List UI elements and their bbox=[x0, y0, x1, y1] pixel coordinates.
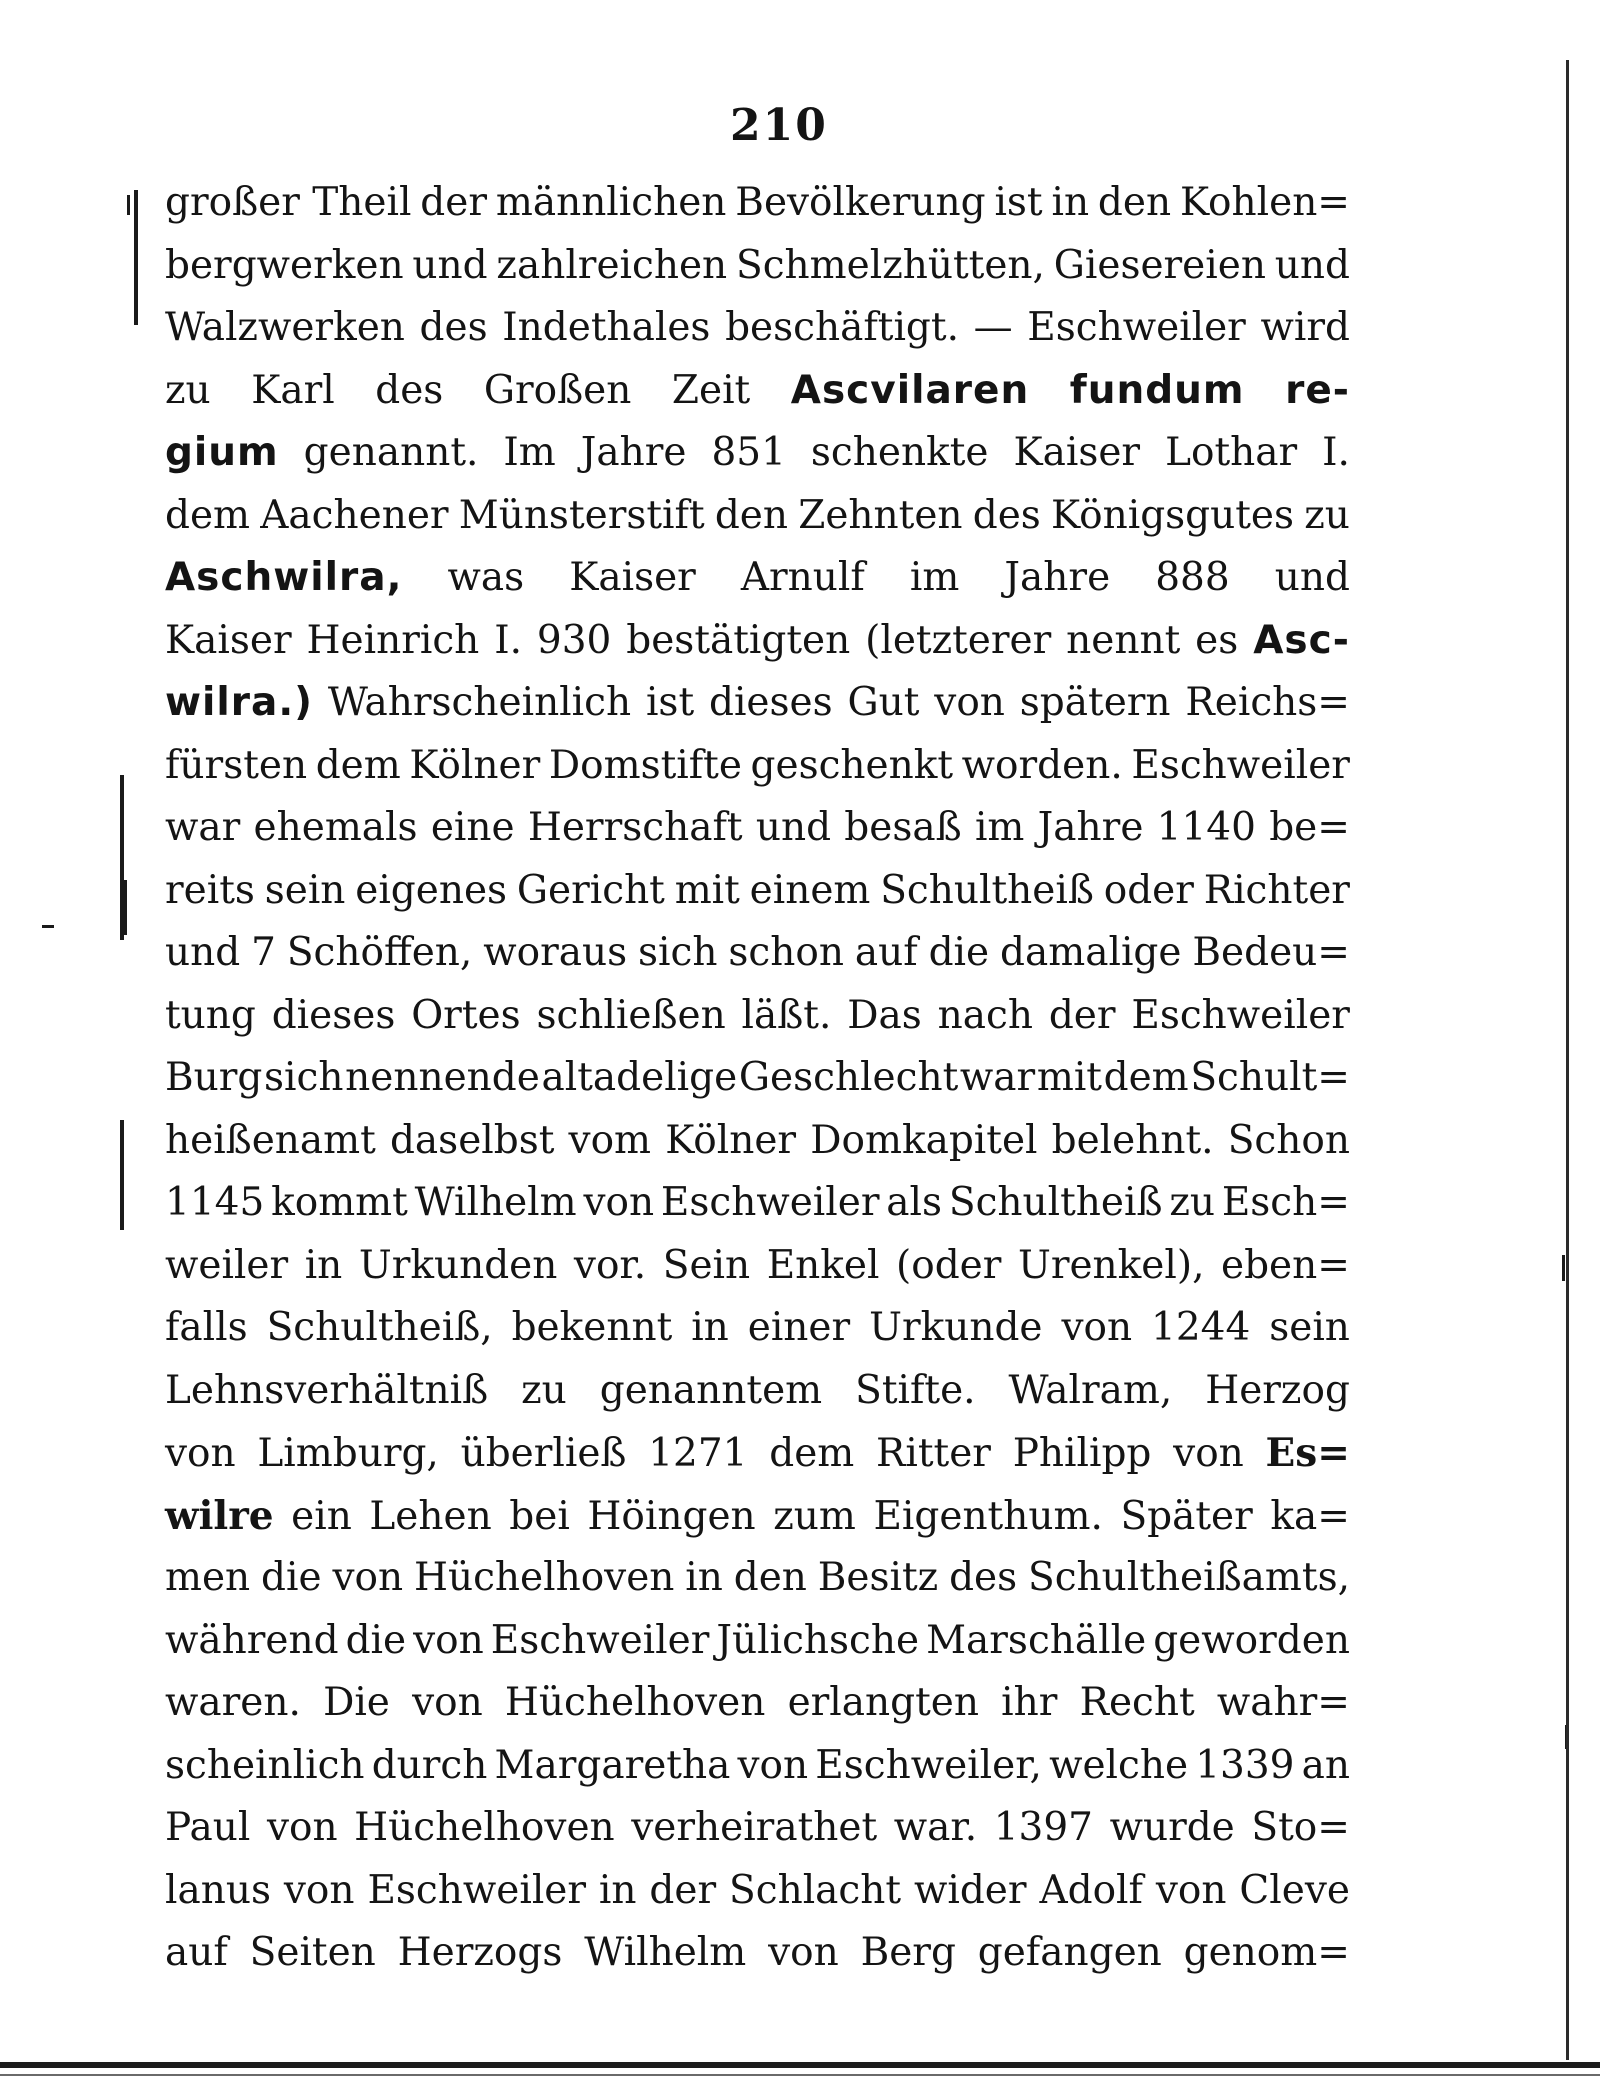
word: Hüchelhoven bbox=[354, 1805, 615, 1850]
text-line bbox=[165, 1493, 1350, 1556]
word: oder bbox=[1103, 867, 1194, 913]
word: die bbox=[261, 1555, 322, 1600]
word: Esch= bbox=[1221, 1180, 1350, 1225]
word: Schultheiß bbox=[880, 867, 1094, 913]
text-line bbox=[165, 1930, 1350, 1993]
word: Kaiser bbox=[1013, 430, 1141, 475]
word: Philipp bbox=[1012, 1431, 1152, 1476]
word: von bbox=[165, 1431, 236, 1476]
word: heißenamt bbox=[165, 1117, 376, 1163]
text-line bbox=[165, 1430, 1350, 1493]
word: Urkunden bbox=[358, 1242, 558, 1288]
word: 1271 bbox=[648, 1431, 748, 1476]
word: zu bbox=[1304, 492, 1350, 538]
word: waren. bbox=[165, 1680, 301, 1725]
word: I. bbox=[1322, 430, 1350, 475]
text-line bbox=[165, 1805, 1350, 1868]
word: und bbox=[755, 805, 832, 850]
word: Eschweiler bbox=[1131, 992, 1350, 1038]
word: die bbox=[345, 1617, 407, 1663]
word: gium bbox=[165, 430, 279, 475]
word: als bbox=[886, 1180, 943, 1225]
word: Eigenthum. bbox=[873, 1493, 1103, 1539]
word: 1140 bbox=[1156, 805, 1256, 850]
word: eine bbox=[430, 805, 515, 850]
word: Höingen bbox=[587, 1493, 756, 1539]
word: dem bbox=[769, 1431, 855, 1476]
word: Sein bbox=[662, 1242, 751, 1288]
word: während bbox=[165, 1617, 339, 1663]
word: Kölner bbox=[409, 742, 541, 788]
word: und bbox=[412, 242, 488, 288]
text-line bbox=[165, 368, 1350, 431]
word: Eschweiler bbox=[490, 1617, 710, 1663]
word: Burg bbox=[165, 1055, 263, 1100]
word: bestätigten bbox=[626, 617, 851, 663]
word: reits bbox=[165, 867, 255, 913]
word: der bbox=[1048, 992, 1116, 1038]
word: war bbox=[959, 1055, 1036, 1100]
word: wird bbox=[1260, 305, 1350, 350]
margin-mark bbox=[127, 195, 130, 215]
word: Schultheiß bbox=[948, 1180, 1163, 1225]
word: tung bbox=[165, 992, 256, 1038]
word: Giesereien bbox=[1053, 242, 1266, 288]
word: beschäftigt. bbox=[725, 305, 959, 350]
word: Wilhelm bbox=[584, 1930, 747, 1975]
word: Walzwerken bbox=[165, 305, 405, 350]
word: Eschweiler bbox=[367, 1867, 587, 1913]
word: Besitz bbox=[817, 1555, 939, 1600]
page-bottom-edge bbox=[0, 2062, 1600, 2068]
word: einem bbox=[749, 867, 871, 913]
word: eigenes bbox=[355, 867, 508, 913]
word: in bbox=[691, 1305, 729, 1350]
word: der bbox=[649, 1867, 717, 1913]
margin-mark bbox=[120, 1120, 124, 1230]
word: kommt bbox=[271, 1180, 408, 1225]
word: Später bbox=[1120, 1493, 1253, 1539]
word: bekennt bbox=[511, 1305, 673, 1350]
body-text bbox=[165, 180, 1350, 1993]
word: 1244 bbox=[1151, 1305, 1251, 1350]
word: Schon bbox=[1227, 1117, 1350, 1163]
word: verheirathet bbox=[631, 1805, 878, 1850]
word: von bbox=[413, 1617, 484, 1663]
word: Jahre bbox=[1037, 805, 1144, 850]
word: war bbox=[165, 805, 241, 850]
word: genom= bbox=[1183, 1930, 1350, 1975]
word: worden. bbox=[961, 742, 1123, 788]
word: Eschweiler, bbox=[815, 1742, 1042, 1788]
word: Ascvilaren bbox=[790, 367, 1030, 413]
word: zu bbox=[165, 367, 211, 413]
word: zum bbox=[773, 1493, 856, 1539]
word: Bedeu= bbox=[1192, 930, 1350, 975]
word: von bbox=[768, 1930, 839, 1975]
page-edge bbox=[1566, 60, 1569, 2060]
text-line bbox=[165, 180, 1350, 243]
word: Jahre bbox=[1004, 555, 1111, 600]
word: Wilhelm bbox=[414, 1180, 577, 1225]
page-bottom-edge-shadow bbox=[0, 2074, 1600, 2076]
word: zu bbox=[1169, 1180, 1216, 1225]
word: wahr= bbox=[1216, 1680, 1350, 1725]
word: war. bbox=[893, 1805, 978, 1850]
word: 1145 bbox=[165, 1180, 265, 1225]
word: läßt. bbox=[741, 992, 832, 1038]
word: Kaiser bbox=[165, 617, 292, 663]
word: Lehen bbox=[369, 1493, 492, 1539]
word: Königsgutes bbox=[1051, 492, 1295, 538]
word: erlangten bbox=[787, 1680, 979, 1725]
word: Recht bbox=[1079, 1680, 1195, 1725]
word: Die bbox=[323, 1680, 390, 1725]
word: zu bbox=[521, 1367, 567, 1413]
word: Hüchelhoven bbox=[413, 1555, 675, 1600]
text-line bbox=[165, 430, 1350, 493]
word: Domstifte bbox=[548, 742, 742, 788]
word: 930 bbox=[536, 617, 612, 663]
word: ehemals bbox=[253, 805, 418, 850]
word: Großen bbox=[483, 367, 632, 413]
word: Indethales bbox=[502, 305, 711, 350]
word: und bbox=[1274, 242, 1350, 288]
word: zahlreichen bbox=[496, 242, 728, 288]
word: Kohlen= bbox=[1179, 180, 1350, 225]
word: spätern bbox=[1019, 680, 1171, 725]
word: dieses bbox=[271, 992, 396, 1038]
word: Lothar bbox=[1165, 430, 1298, 475]
word: in bbox=[304, 1242, 343, 1288]
word: welche bbox=[1049, 1742, 1189, 1788]
text-line bbox=[165, 1243, 1350, 1306]
word: sein bbox=[264, 867, 346, 913]
word: Kaiser bbox=[569, 555, 696, 600]
word: (letzterer bbox=[865, 617, 1052, 663]
word: schenkte bbox=[810, 430, 989, 475]
word: be= bbox=[1269, 805, 1350, 850]
word: 7 bbox=[251, 930, 276, 975]
word: ist bbox=[994, 180, 1043, 225]
word: Schmelzhütten, bbox=[735, 242, 1045, 288]
word: wurde bbox=[1109, 1805, 1235, 1850]
word: Schöffen, bbox=[286, 930, 473, 975]
word: Reichs= bbox=[1185, 680, 1350, 725]
text-line bbox=[165, 1180, 1350, 1243]
word: Eschweiler bbox=[1027, 305, 1246, 350]
margin-mark bbox=[124, 880, 127, 935]
word: scheinlich bbox=[165, 1742, 365, 1788]
word: Herzogs bbox=[397, 1930, 563, 1975]
word: den bbox=[733, 1555, 807, 1600]
word: Zehnten bbox=[798, 492, 963, 538]
text-line bbox=[165, 1305, 1350, 1368]
word: damalige bbox=[1000, 930, 1182, 975]
margin-mark bbox=[134, 190, 138, 325]
text-line bbox=[165, 680, 1350, 743]
text-line bbox=[165, 305, 1350, 368]
text-line bbox=[165, 1743, 1350, 1806]
text-line bbox=[165, 1618, 1350, 1681]
word: Seiten bbox=[249, 1930, 376, 1975]
word: Es= bbox=[1265, 1430, 1350, 1476]
text-line bbox=[165, 618, 1350, 681]
word: überließ bbox=[460, 1431, 627, 1476]
word: nennt bbox=[1066, 617, 1181, 663]
word: Margaretha bbox=[494, 1742, 731, 1788]
word: men bbox=[165, 1555, 251, 1600]
word: Gut bbox=[847, 680, 920, 725]
word: lanus bbox=[165, 1867, 271, 1913]
word: dieses bbox=[708, 680, 833, 725]
word: belehnt. bbox=[1051, 1117, 1214, 1163]
word: Schultheißamts, bbox=[1028, 1555, 1350, 1600]
text-line bbox=[165, 1055, 1350, 1118]
word: durch bbox=[371, 1742, 488, 1788]
word: ihr bbox=[1001, 1680, 1058, 1725]
page-number: 210 bbox=[730, 100, 828, 151]
word: Paul bbox=[165, 1805, 251, 1850]
word: I. bbox=[494, 617, 522, 663]
word: Karl bbox=[251, 367, 335, 413]
word: Herrschaft bbox=[527, 805, 743, 850]
text-line bbox=[165, 868, 1350, 931]
word: auf bbox=[165, 1930, 228, 1975]
word: 888 bbox=[1155, 555, 1230, 600]
text-line bbox=[165, 993, 1350, 1056]
word: einer bbox=[747, 1305, 851, 1350]
word: Asc- bbox=[1253, 617, 1350, 663]
word: Münsterstift bbox=[458, 492, 705, 538]
word: sich bbox=[264, 1055, 344, 1100]
word: es bbox=[1195, 617, 1239, 663]
word: Eschweiler bbox=[660, 1180, 880, 1225]
word: von bbox=[583, 1180, 655, 1225]
word: 851 bbox=[711, 430, 786, 475]
word: Ortes bbox=[411, 992, 521, 1038]
word: den bbox=[714, 492, 789, 538]
text-line bbox=[165, 243, 1350, 306]
word: in bbox=[685, 1555, 723, 1600]
word: wilre bbox=[165, 1492, 274, 1539]
word: eben= bbox=[1221, 1242, 1350, 1288]
word: — bbox=[973, 305, 1013, 350]
word: vom bbox=[568, 1117, 652, 1163]
text-line bbox=[165, 1680, 1350, 1743]
word: Jahre bbox=[580, 430, 687, 475]
word: sein bbox=[1269, 1305, 1350, 1350]
word: fürsten bbox=[165, 742, 308, 788]
word: besaß bbox=[844, 805, 962, 850]
word: von bbox=[934, 680, 1005, 725]
word: gefangen bbox=[977, 1930, 1162, 1975]
text-line bbox=[165, 1368, 1350, 1431]
word: an bbox=[1301, 1742, 1350, 1788]
word: im bbox=[974, 805, 1025, 850]
word: im bbox=[909, 555, 960, 600]
text-line bbox=[165, 1868, 1350, 1931]
word: der bbox=[420, 180, 487, 225]
word: des bbox=[949, 1555, 1018, 1600]
word: woraus bbox=[483, 930, 628, 975]
word: bergwerken bbox=[165, 242, 404, 288]
word: daselbst bbox=[389, 1117, 555, 1163]
word: fundum bbox=[1069, 367, 1245, 413]
word: Heinrich bbox=[306, 617, 480, 663]
word: des bbox=[972, 492, 1041, 538]
word: sich bbox=[638, 930, 718, 975]
text-line bbox=[165, 1555, 1350, 1618]
word: von bbox=[1155, 1867, 1227, 1913]
text-line bbox=[165, 493, 1350, 556]
word: Schultheiß, bbox=[266, 1305, 493, 1350]
word: von bbox=[1061, 1305, 1133, 1350]
word: genannt. bbox=[303, 430, 479, 475]
word: Das bbox=[847, 992, 922, 1038]
word: Enkel bbox=[766, 1242, 880, 1288]
word: ist bbox=[645, 680, 695, 725]
word: vor. bbox=[573, 1242, 647, 1288]
text-line bbox=[165, 930, 1350, 993]
word: Im bbox=[503, 430, 556, 475]
word: bei bbox=[509, 1493, 570, 1539]
word: weiler bbox=[165, 1242, 289, 1288]
word: in bbox=[598, 1867, 637, 1913]
word: Wahrscheinlich bbox=[327, 680, 632, 725]
word: mit bbox=[1036, 1055, 1102, 1100]
word: geworden bbox=[1153, 1617, 1350, 1663]
word: Limburg, bbox=[257, 1431, 439, 1476]
word: nach bbox=[937, 992, 1033, 1038]
word: in bbox=[1051, 180, 1090, 225]
word: Stifte. bbox=[855, 1367, 976, 1413]
word: Schult= bbox=[1190, 1055, 1350, 1100]
word: Bevölkerung bbox=[735, 180, 986, 225]
word: Berg bbox=[860, 1930, 956, 1975]
margin-mark bbox=[42, 925, 54, 928]
word: Kölner bbox=[665, 1117, 797, 1163]
word: von bbox=[1173, 1431, 1244, 1476]
word: ein bbox=[291, 1493, 352, 1539]
word: geschenkt bbox=[750, 742, 954, 788]
word: Cleve bbox=[1239, 1867, 1350, 1913]
word: und bbox=[1274, 555, 1350, 600]
word: falls bbox=[165, 1305, 248, 1350]
word: Ritter bbox=[876, 1431, 991, 1476]
word: dem bbox=[1103, 1055, 1189, 1100]
word: ka= bbox=[1270, 1493, 1350, 1539]
word: nennende bbox=[345, 1055, 540, 1100]
word: Adolf bbox=[1039, 1867, 1143, 1913]
word: Arnulf bbox=[740, 555, 865, 600]
word: des bbox=[375, 367, 444, 413]
word: Gericht bbox=[516, 867, 665, 913]
word: Hüchelhoven bbox=[504, 1680, 766, 1725]
margin-mark bbox=[1562, 1255, 1565, 1281]
word: von bbox=[332, 1555, 404, 1600]
word: schließen bbox=[536, 992, 726, 1038]
word: großer Theil bbox=[165, 180, 412, 225]
word: Herzog bbox=[1205, 1367, 1350, 1413]
word: genanntem bbox=[599, 1367, 823, 1413]
word: Urkunde bbox=[869, 1305, 1043, 1350]
word: schon bbox=[728, 930, 844, 975]
word: 1339 bbox=[1195, 1742, 1295, 1788]
word: Sto= bbox=[1251, 1805, 1350, 1850]
word: Domkapitel bbox=[810, 1117, 1038, 1163]
word: von bbox=[737, 1742, 809, 1788]
word: Richter bbox=[1203, 867, 1350, 913]
word: (oder bbox=[896, 1242, 1002, 1288]
word: Schlacht bbox=[729, 1867, 902, 1913]
word: Aschwilra, bbox=[165, 555, 403, 600]
word: von bbox=[412, 1680, 483, 1725]
word: die bbox=[928, 930, 990, 975]
text-line bbox=[165, 555, 1350, 618]
word: was bbox=[447, 555, 525, 600]
word: dem bbox=[315, 742, 401, 788]
word: auf bbox=[854, 930, 918, 975]
word: Zeit bbox=[671, 367, 751, 413]
word: Geschlecht bbox=[738, 1055, 959, 1100]
word: Lehnsverhältniß bbox=[165, 1367, 489, 1413]
word: männlichen bbox=[495, 180, 727, 225]
word: dem bbox=[165, 492, 251, 538]
word: Walram, bbox=[1008, 1367, 1173, 1413]
word: Urenkel), bbox=[1017, 1242, 1205, 1288]
text-line bbox=[165, 743, 1350, 806]
word: den bbox=[1097, 180, 1172, 225]
word: des bbox=[419, 305, 488, 350]
word: und bbox=[165, 930, 241, 975]
word: von bbox=[283, 1867, 355, 1913]
word: Jülichsche bbox=[716, 1617, 920, 1663]
word: Eschweiler bbox=[1131, 742, 1350, 788]
word: altadelige bbox=[541, 1055, 738, 1100]
word: Aachener bbox=[260, 492, 449, 538]
word: mit bbox=[674, 867, 740, 913]
word: Marschälle bbox=[926, 1617, 1147, 1663]
text-line bbox=[165, 1118, 1350, 1181]
word: wider bbox=[913, 1867, 1027, 1913]
word: wilra.) bbox=[165, 680, 313, 725]
word: 1397 bbox=[993, 1805, 1093, 1850]
word: von bbox=[266, 1805, 338, 1850]
word: re- bbox=[1285, 367, 1350, 413]
text-line bbox=[165, 805, 1350, 868]
